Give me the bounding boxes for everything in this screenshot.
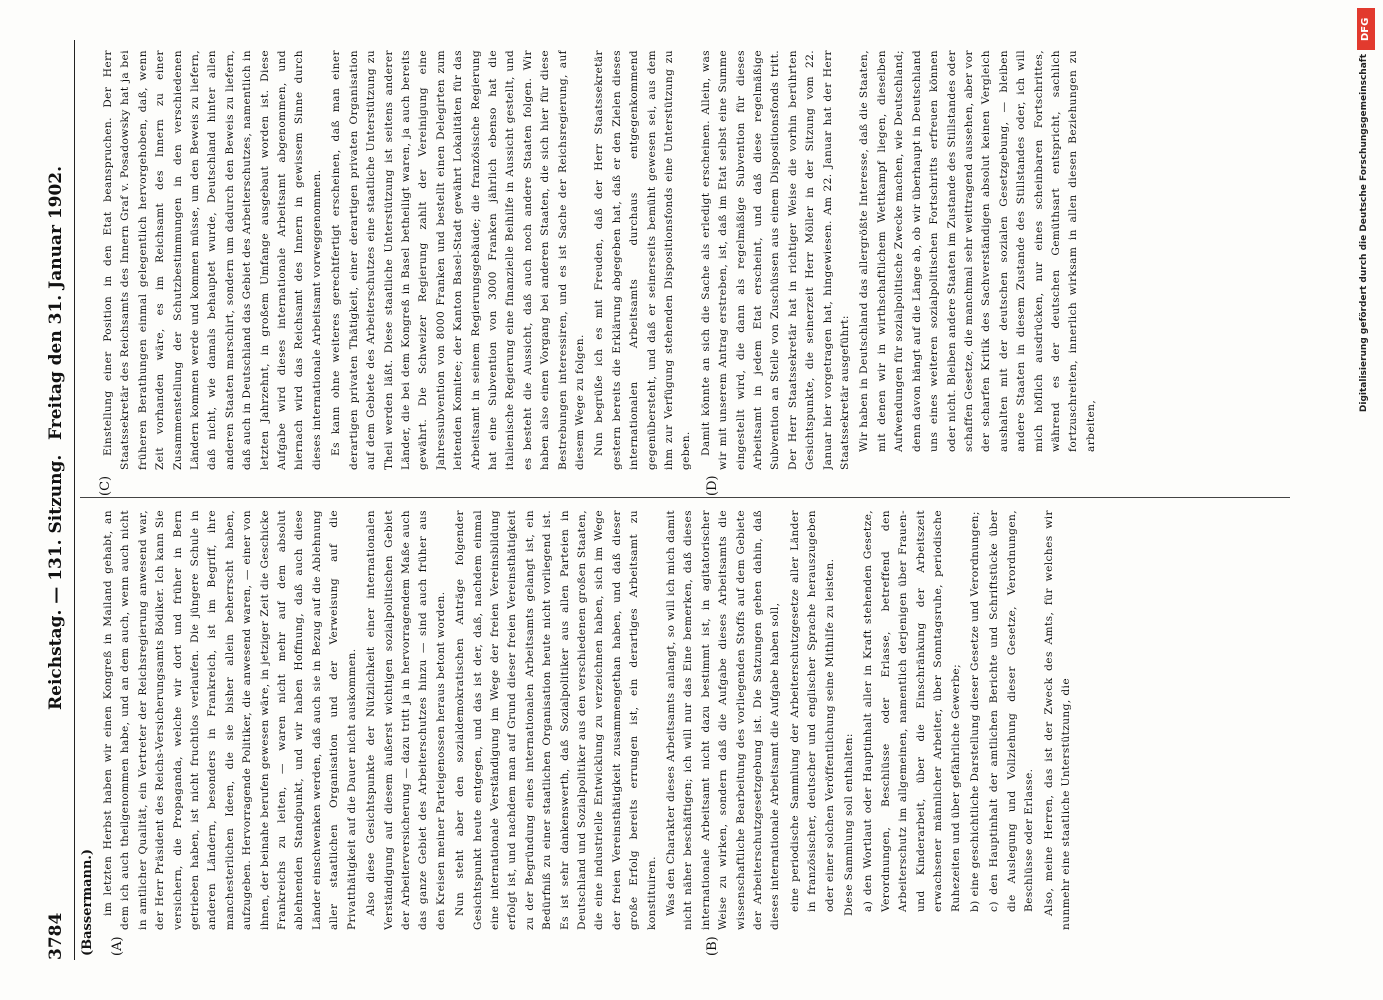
paragraph: Nun begrüße ich es mit Freuden, daß der Herr Staatssekretär gestern bereits die Erklärung abgegeben hat, daß er den Zielen dieses internationalen Arbeitsamts durchaus entgegenkommend gegenübersteht, und daß er seinerseits bemüht gewesen sei, aus dem ihm zur Verfügung stehenden Dispositionsfonds eine Unterstützung zu geben. — [593, 50, 693, 470]
paragraph: Nun steht aber den sozialdemokratischen Anträge folgender Gesichtspunkt heute entgegen, und das ist der, daß, nachdem einmal eine internationale Verständigung im Wege der freien Vereinsbildung erfolgt ist, und nachdem man auf Grund dieser freien Vereinsthätigkeit zu der Begründung eines internationalen Arbeitsamts gelangt ist, ein Bedürfniß zu einer staatlichen Organisation heute nicht vorliegend ist. Es ist sehr dankenswerth, daß Sozialpolitiker aus allen Parteien in Deutschland und Sozialpolitiker aus den verschiedenen großen Staaten, die eine industrielle Entwicklung zu verzeichnen haben, sich im Wege der freien Vereinsthätigkeit zusammengethan haben, und daß dieser große Erfolg bereits errungen ist, ein derartiges Arbeitsamt zu konstituiren. — [454, 510, 658, 930]
margin-marker-a: (A) — [110, 936, 125, 956]
paragraph: Einstellung einer Position in den Etat beanspruchen. Der Herr Staatssekretär des Reichsamts des Innern Graf v. Posadowsky hat ja bei früheren Berathungen einmal gelegentlich hervorgehoben, daß, wenn Zeit vorhanden wäre, es im Reichsamt des Innern zu einer Zusammenstellung der Schutzbestimmungen in den verschiedenen Ländern kommen werde und kommen müsse, um den Beweis zu liefern, daß nicht, wie damals behauptet wurde, Deutschland hinter allen anderen Staaten marschirt, sondern um dadurch den Beweis zu liefern, daß auch in Deutschland das Gebiet des Arbeiterschutzes, namentlich in letzten Jahrzehnt, in großem Umfange ausgebaut worden ist. Diese Aufgabe wird dieses internationale Arbeitsamt abgenommen, und hiernach wird das Reichsamt des Innern in gewissem Sinne durch dieses internationale Arbeitsamt vorweggenommen. — [102, 50, 323, 470]
margin-marker-c: (C) — [98, 475, 113, 496]
margin-marker-b: (B) — [705, 936, 720, 956]
left-text-column — [100, 510, 1290, 930]
paragraph: Damit könnte an sich die Sache als erledigt erscheinen. Allein, was wir mit unserem Antrag erstreben, ist, daß im Etat selbst eine Summe eingestellt wird, die dann als regelmäßige Subvention für dieses Arbeitsamt in jedem Etat erscheint, und daß diese regelmäßige Subvention an Stelle von Zuschüssen aus einem Dispositionsfonds tritt. Der Herr Staatssekretär hat in richtiger Weise die vorhin berührten Gesichtspunkte, die seinerzeit Herr Möller in der Sitzung vom 22. Januar hier vorgetragen hat, hingewiesen. Am 22. Januar hat der Herr Staatssekretär ausgeführt: — [699, 50, 852, 470]
paragraph: Also diese Gesichtspunkte der Nützlichkeit einer internationalen Verständigung auf diesem äußerst wichtigen sozialpolitischen Gebiet der Arbeiterversicherung — dazu tritt ja in hervorragendem Maße auch das ganze Gebiet des Arbeiterschutzes hinzu — sind auch früher aus den Kreisen meiner Parteigenossen heraus betont worden. — [365, 510, 447, 930]
margin-marker-d: (D) — [705, 475, 720, 496]
paragraph: Es kann ohne weiteres gerechtfertigt erscheinen, daß man einer derartigen privaten Thätigkeit, einer derartigen privaten Organisation auf dem Gebiete des Arbeiterschutzes eine staatliche Unterstützung zu Theil werden läßt. Diese staatliche Unterstützung ist seitens anderer Länder, die bei dem Kongreß in Basel betheiligt waren, ja auch bereits gewährt. Die Schweizer Regierung zahlt der Vereinigung eine Jahressubvention von 8000 Franken und bestellt einen Delegirten zum leitenden Komitee; der Kanton Basel-Stadt gewährt Lokalitäten für das Arbeitsamt in seinem Regierungsgebäude; die französische Regierung hat eine Subvention von 3000 Franken jährlich ebenso hat die italienische Regierung eine finanzielle Beihilfe in Aussicht gestellt, und es besteht die Aussicht, daß auch noch andere Staaten folgen. Wir haben also einen Vorgang bei anderen Staaten, die sich hier für diese Bestrebungen interessiren, und es ist Sache der Reichsregierung, auf diesem Wege zu folgen. — [330, 50, 586, 470]
paragraph: im letzten Herbst haben wir einen Kongreß in Mailand gehabt, an dem ich auch theilgenommen habe, und an dem auch, wenn auch nicht in amtlicher Qualität, ein Vertreter der Reichsregierung anwesend war, der Herr Präsident des Reichs-Versicherungsamts Bödiker. Ich kann Sie versichern, die Propaganda, welche wir dort und früher in Bern getrieben haben, ist nicht fruchtlos verlaufen. Die jüngere Schule in anderen Ländern, besonders in Frankreich, ist im Begriff, ihre manchesterlichen Ideen, die sie bisher allein beherrscht haben, aufzugeben. Hervorragende Politiker, die anwesend waren, — einer von ihnen, der beinahe berufen gewesen wäre, in jetziger Zeit die Geschicke Frankreichs zu leiten, — waren nicht mehr auf dem absolut ablehnenden Standpunkt, und wir haben Hoffnung, daß auch diese Länder einschwenken werden, daß auch sie in Bezug auf die Ablehnung aller staatlichen Organisation und der Verweisung auf die Privatthätigkeit auf die Dauer nicht auskommen. — [102, 510, 358, 930]
quoted-paragraph: Wir haben in Deutschland das allergrößte Interesse, daß die Staaten, mit denen wir in wirthschaftlichem Wettkampf liegen, dieselben Aufwendungen für sozialpolitische Zwecke machen, wie Deutschland; denn davon hängt auf die Länge ab, ob wir überhaupt in Deutschland uns eines weiteren sozialpolitischen Fortschritts erfreuen können oder nicht. Bleiben andere Staaten im Zustande des Stillstandes oder schaffen Gesetze, die manchmal sehr weittragend aussehen, aber vor der scharfen Kritik des Sachverständigen absolut keinen Vergleich aushalten mit der deutschen sozialen Gesetzgebung, — bleiben andere Staaten in diesem Zustande des Stillstandes oder, ich will mich höflich ausdrücken, nur eines scheinbaren Fortschrittes, während es der deutschen Gemüthsart entspricht, sachlich fortzuschreiten, innerlich wirksam in allen diesen Beziehungen zu arbeiten, — [858, 50, 1097, 452]
dfg-logo: DFG — [1357, 8, 1375, 50]
page-header — [40, 40, 75, 960]
list-item-a: a) den Wortlaut oder Hauptinhalt aller in Kraft stehenden Gesetze, Verordnungen, Beschlüsse oder Erlasse, betreffend den Arbeiterschutz im allgemeinen, namentlich derjenigen über Frauen- und Kinderarbeit, über die Einschränkung der Arbeitszeit erwachsener männlicher Arbeiter, über Sonntagsruhe, periodische Ruhezeiten und über gefährliche Gewerbe; — [862, 510, 962, 912]
paragraph: Also, meine Herren, das ist der Zweck des Amts, für welches wir nunmehr eine staatliche Unterstützung, die — [1042, 510, 1072, 930]
paragraph: Was den Charakter dieses Arbeitsamts anlangt, so will ich mich damit nicht näher beschäftigen; ich will nur das Eine bemerken, daß dieses internationale Arbeitsamt nicht dazu bestimmt ist, in agitatorischer Weise zu wirken, sondern daß die Aufgabe dieses Arbeitsamts die wissenschaftliche Bearbeitung des vorliegenden Stoffs auf dem Gebiete der Arbeiterschutzgesetzgebung ist. Die Satzungen gehen dahin, daß dieses internationale Arbeitsamt die Aufgabe haben soll, — [665, 510, 782, 930]
speaker-name: (Bassermann.) — [80, 848, 95, 956]
digitization-text: Digitalisierung gefördert durch die Deutsche Forschungsgemeinschaft — [1359, 54, 1369, 413]
session-date: Freitag den 31. Januar 1902. — [46, 165, 66, 440]
paragraph: Diese Sammlung soll enthalten: — [843, 733, 856, 916]
column-divider — [80, 497, 1290, 498]
session-title: Reichstag. — 131. Sitzung. — [46, 454, 66, 710]
right-text-column — [100, 50, 1290, 470]
list-item-b: b) eine geschichtliche Darstellung dieser Gesetze und Verordnungen; — [968, 511, 981, 912]
digitization-notice — [1357, 8, 1375, 988]
quoted-paragraph: eine periodische Sammlung der Arbeiterschutzgesetze aller Länder in französischer, deutscher und englischer Sprache herauszugeben oder einer solchen Veröffentlichung seine Mithilfe zu leisten. — [788, 510, 836, 912]
page-number: 3784 — [46, 912, 66, 960]
list-item-c: c) den Hauptinhalt der amtlichen Berichte und Schriftstücke über die Auslegung und Vollziehung dieser Gesetze, Verordnungen, Beschlüsse oder Erlasse. — [988, 510, 1036, 912]
rotated-page-content — [40, 40, 1310, 960]
